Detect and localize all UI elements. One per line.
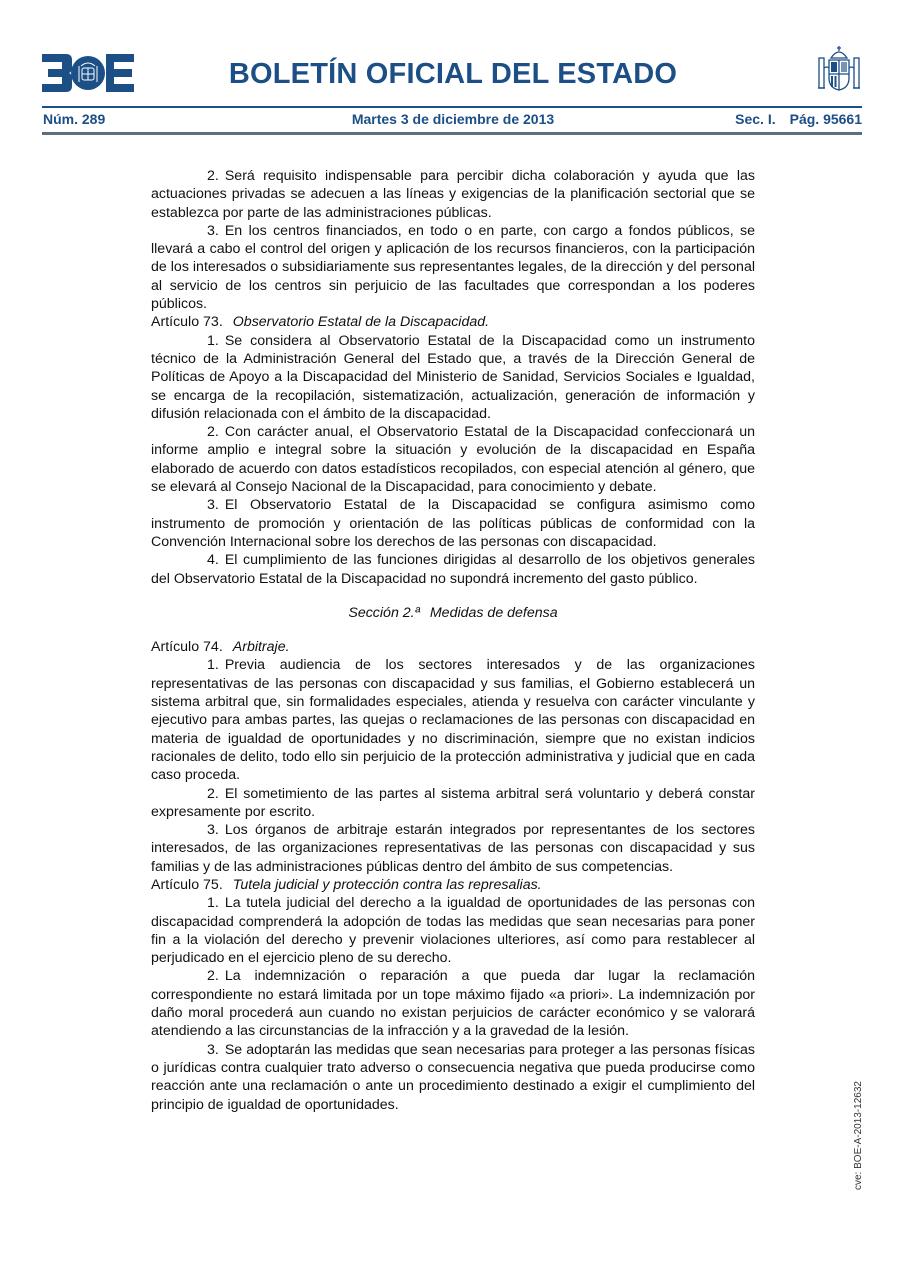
section-page — [735, 111, 862, 127]
coat-of-arms-icon — [815, 44, 863, 96]
paragraph-text: El Observatorio Estatal de la Discapacidad se configura asimismo como instrumento de promoción y orientación de las políticas públicas de conformidad con la Convención Internacional sobre los derechos de las personas con discapacidad. — [151, 497, 755, 550]
paragraph-text: Previa audiencia de los sectores interesados y de las organizaciones representativas de las personas con discapacidad y sus familias, el Gobierno establecerá un sistema arbitral que, sin formalidades especiales, atienda y resuelva con carácter vinculante y ejecutivo para ambas partes, las quejas o reclamaciones de las personas con discapacidad en materia de igualdad de oportunidades y no discriminación, siempre que no existan indicios racionales de delito, todo ello sin perjuicio de la protección administrativa y judicial que en cada caso proceda. — [151, 657, 755, 784]
section-title: Medidas de defensa — [429, 604, 558, 621]
article-label: Artículo 75. — [151, 876, 223, 893]
paragraph-text: Se adoptarán las medidas que sean necesarias para proteger a las personas físicas o jurídicas contra cualquier trato adverso o consecuencia negativa que pueda producirse como reacción ante una reclamación o ante un procedimiento destinado a exigir el cumplimiento del principio de igualdad de oportunidades. — [151, 1041, 755, 1113]
paragraph — [151, 785, 755, 822]
section-heading — [151, 604, 755, 622]
paragraph-text: El cumplimiento de las funciones dirigidas al desarrollo de los objetivos generales del Observatorio Estatal de la Discapacidad no supondrá incremento del gasto público. — [151, 552, 755, 587]
paragraph-text: Los órganos de arbitraje estarán integrados por representantes de los sectores interesados, de las organizaciones representativas de las personas con discapacidad y sus familias y de las administraciones públicas dentro del ámbito de sus competencias. — [151, 822, 755, 875]
paragraph-number: 3. — [207, 497, 219, 514]
article-heading-75 — [151, 876, 755, 894]
paragraph-text: La tutela judicial del derecho a la igualdad de oportunidades de las personas con discapacidad comprenderá la adopción de todas las medidas que sean necesarias para poner fin a la violación del derecho y prevenir violaciones ulteriores, así como para restablecer al perjudicado en el ejercicio pleno de su derecho. — [151, 895, 755, 967]
article-title: Arbitraje. — [232, 639, 290, 656]
article-title: Observatorio Estatal de la Discapacidad. — [232, 314, 490, 331]
paragraph — [151, 423, 755, 496]
paragraph-number: 3. — [207, 1041, 219, 1058]
section-label: Sec. I. — [735, 111, 776, 127]
paragraph-text: Será requisito indispensable para percibir dicha colaboración y ayuda que las actuaciones privadas se adecuen a las líneas y exigencias de la planificación sectorial que se establezca por parte de las administraciones públicas. — [151, 168, 755, 221]
paragraph-text: La indemnización o reparación a que pueda dar lugar la reclamación correspondiente no estará limitada por un tope máximo fijado «a priori». La indemnización por daño moral procederá aun cuando no existan perjuicios de carácter económico y se valorará atendiendo a las circunstancias de la infracción y a la gravedad de la lesión. — [151, 968, 755, 1040]
paragraph — [151, 167, 755, 222]
paragraph — [151, 551, 755, 588]
article-heading-74 — [151, 638, 755, 656]
paragraph-number: 1. — [207, 332, 219, 349]
paragraph-number: 2. — [207, 785, 219, 802]
paragraph-text: En los centros financiados, en todo o en parte, con cargo a fondos públicos, se llevará a cabo el control del origen y aplicación de los recursos financieros, con la participación de los interesados o subsidiariamente sus representantes legales, de la dirección y del personal al servicio de los centros sin perjuicio de las facultades que correspondan a los poderes públicos. — [151, 222, 755, 313]
paragraph — [151, 821, 755, 876]
header-rule-bottom — [42, 132, 862, 135]
page-number: Pág. 95661 — [789, 111, 862, 127]
paragraph — [151, 656, 755, 784]
publication-title — [0, 58, 906, 91]
paragraph — [151, 1041, 755, 1114]
paragraph — [151, 222, 755, 313]
publication-title-text: BOLETÍN OFICIAL DEL ESTADO — [228, 58, 678, 90]
paragraph-number: 2. — [207, 424, 219, 441]
paragraph-number: 2. — [207, 168, 219, 184]
paragraph-number: 3. — [207, 822, 219, 839]
paragraph-number: 3. — [207, 222, 219, 239]
issue-date: Martes 3 de diciembre de 2013 — [351, 111, 555, 127]
paragraph — [151, 967, 755, 1040]
article-heading-73 — [151, 313, 755, 331]
document-body — [151, 167, 755, 1114]
paragraph-text: Se considera al Observatorio Estatal de la Discapacidad como un instrumento técnico de la Administración General del Estado que, a través de la Dirección General de Políticas de Apoyo a la Discapacidad del Ministerio de Sanidad, Servicios Sociales e Igualdad, se encarga de la recopilación, sistematización, actualización, generación de información y difusión relacionada con el ámbito de la discapacidad. — [151, 332, 755, 422]
article-label: Artículo 74. — [151, 639, 223, 656]
issue-number: Núm. 289 — [43, 111, 106, 127]
header-rule-top — [42, 106, 862, 108]
article-label: Artículo 73. — [151, 314, 223, 331]
cve-identifier: cve: BOE-A-2013-12632 — [853, 1081, 864, 1190]
paragraph — [151, 894, 755, 967]
paragraph-number: 4. — [207, 552, 219, 569]
section-label: Sección 2.ª — [348, 604, 420, 621]
paragraph — [151, 332, 755, 423]
paragraph — [151, 496, 755, 551]
paragraph-number: 1. — [207, 657, 219, 674]
paragraph-number: 1. — [207, 895, 219, 912]
paragraph-text: El sometimiento de las partes al sistema arbitral será voluntario y deberá constar expresamente por escrito. — [151, 785, 755, 820]
article-title: Tutela judicial y protección contra las represalias. — [232, 876, 542, 893]
paragraph-text: Con carácter anual, el Observatorio Estatal de la Discapacidad confeccionará un informe amplio e integral sobre la situación y evolución de la discapacidad en España elaborado de acuerdo con datos estadísticos recopilados, con especial atención al género, que se elevará al Consejo Nacional de la Discapacidad, para conocimiento y debate. — [151, 424, 755, 496]
paragraph-number: 2. — [207, 968, 219, 985]
